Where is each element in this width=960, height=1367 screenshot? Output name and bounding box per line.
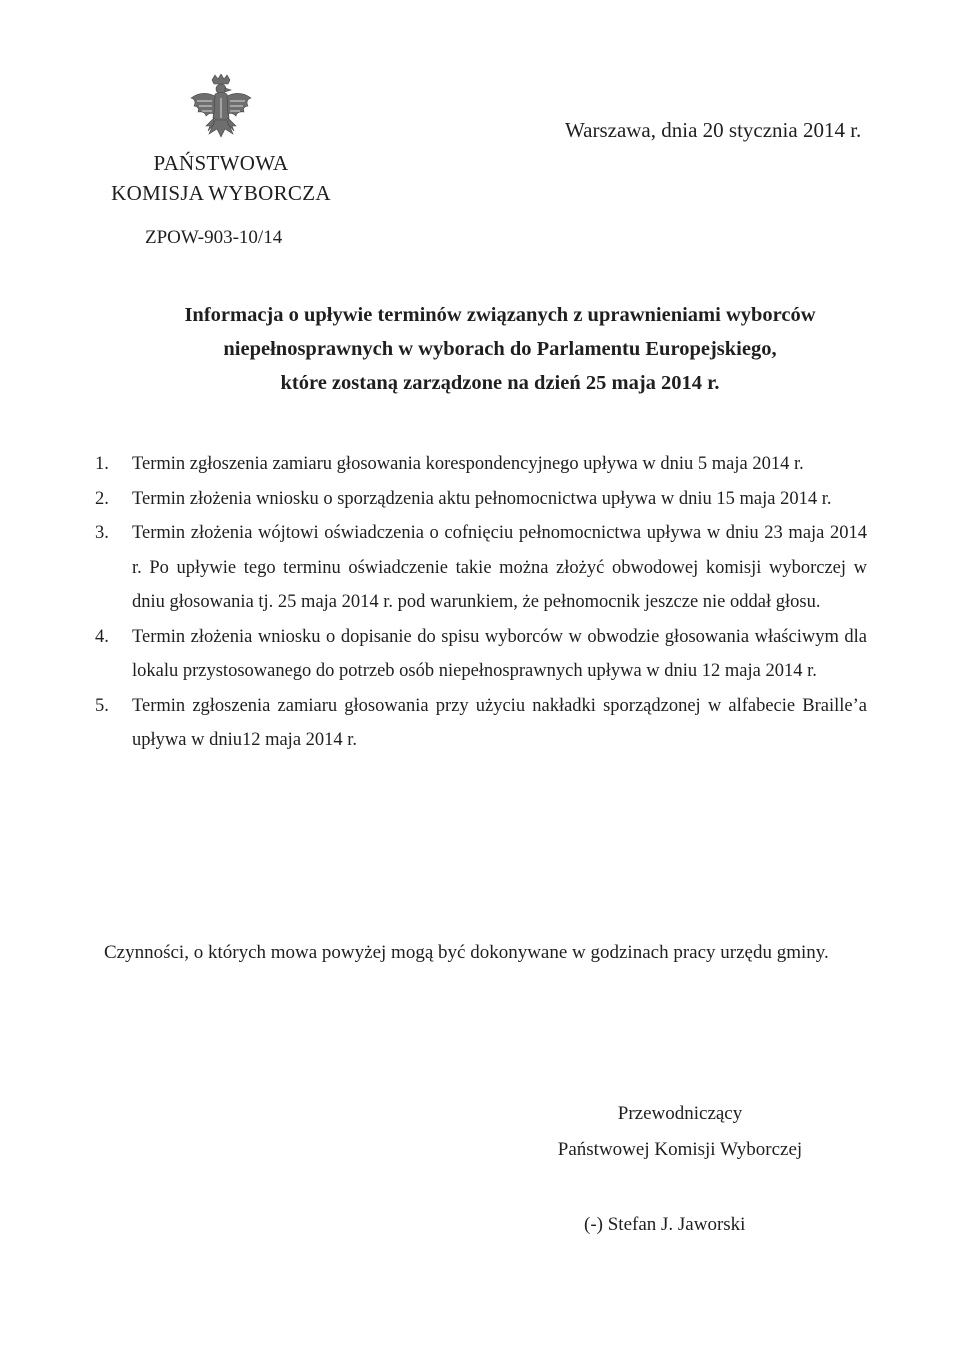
title-line1: Informacja o upływie terminów związanych z uprawnieniami wyborców xyxy=(184,304,816,326)
list-item xyxy=(95,516,867,620)
item-text: Termin złożenia wójtowi oświadczenia o cofnięciu pełnomocnictwa upływa w dniu 23 maja 2014 r. Po upływie tego terminu oświadczenie takie można złożyć obwodowej komisji wyborczej w dniu głosowania tj. 25 maja 2014 r. pod warunkiem, że pełnomocnik jeszcze nie oddał głosu. xyxy=(132,523,867,612)
list-item xyxy=(95,447,867,482)
item-text: Termin złożenia wniosku o dopisanie do spisu wyborców w obwodzie głosowania właściwym dla lokalu przystosowanego do potrzeb osób niepełnosprawnych upływa w dniu 12 maja 2014 r. xyxy=(132,626,867,681)
signatory-name: (-) Stefan J. Jaworski xyxy=(584,1214,746,1235)
institution-name xyxy=(96,148,346,208)
item-number: 1. xyxy=(95,454,109,474)
item-text: Termin zgłoszenia zamiaru głosowania korespondencyjnego upływa w dniu 5 maja 2014 r. xyxy=(132,454,804,474)
item-text: Termin złożenia wniosku o sporządzenia aktu pełnomocnictwa upływa w dniu 15 maja 2014 r. xyxy=(132,488,832,509)
signatory-role-line1: Przewodniczący xyxy=(617,1103,743,1124)
signatory-role xyxy=(540,1096,820,1168)
item-text: Termin zgłoszenia zamiaru głosowania przy użyciu nakładki sporządzonej w alfabecie Braille’a upływa w dniu12 maja 2014 r. xyxy=(132,695,867,750)
item-number: 3. xyxy=(95,523,109,543)
signatory-role-line2: Państwowej Komisji Wyborczej xyxy=(557,1139,803,1160)
title-line2: niepełnosprawnych w wyborach do Parlamentu Europejskiego, xyxy=(223,338,777,360)
deadline-list xyxy=(95,447,867,758)
list-item xyxy=(95,689,867,758)
date-line: Warszawa, dnia 20 stycznia 2014 r. xyxy=(565,118,862,142)
polish-eagle-icon xyxy=(188,74,254,144)
document-title xyxy=(95,298,905,400)
list-item xyxy=(95,620,867,689)
institution-line1: PAŃSTWOWA xyxy=(153,151,289,175)
item-number: 2. xyxy=(95,488,109,509)
item-number: 4. xyxy=(95,626,109,647)
closing-paragraph: Czynności, o których mowa powyżej mogą być dokonywane w godzinach pracy urzędu gminy. xyxy=(104,942,829,963)
item-number: 5. xyxy=(95,695,109,716)
signature-block xyxy=(540,1096,820,1238)
list-item xyxy=(95,482,867,517)
title-line3: które zostaną zarządzone na dzień 25 maja 2014 r. xyxy=(280,372,720,394)
reference-number: ZPOW-903-10/14 xyxy=(145,227,283,248)
institution-line2: KOMISJA WYBORCZA xyxy=(111,181,331,205)
